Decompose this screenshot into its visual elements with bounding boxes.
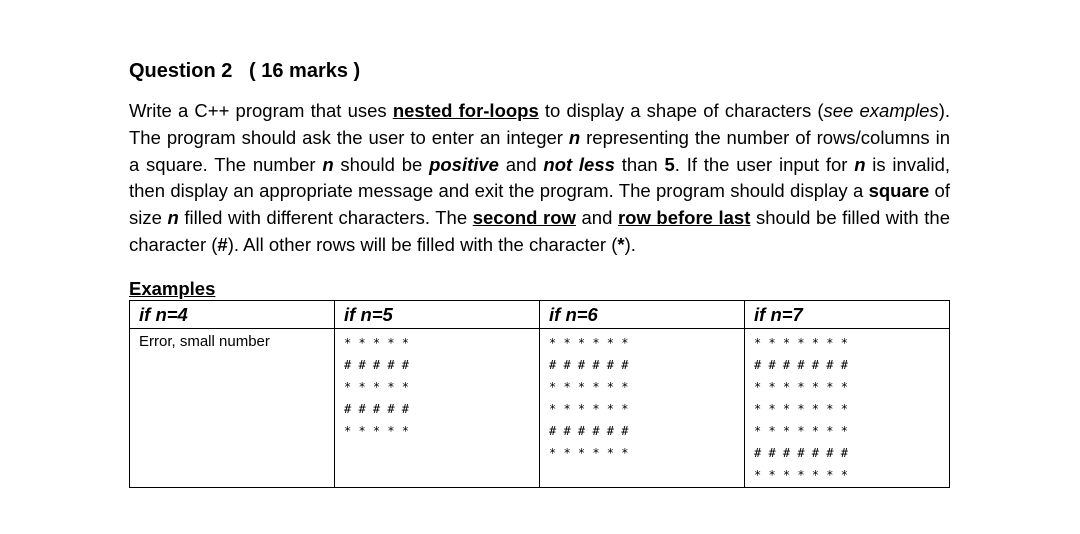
- text-run: ). All other rows will be filled with the character (: [227, 233, 618, 255]
- emphasis-text: square: [868, 180, 930, 202]
- emphasis-underlined: second row: [472, 207, 576, 229]
- emphasis-underlined: row before last: [617, 207, 751, 229]
- text-run: Write a C++ program that uses: [129, 100, 393, 121]
- hash-row: # # # # # #: [549, 423, 629, 438]
- text-run: than: [614, 153, 665, 175]
- emphasis-text: n: [854, 153, 866, 175]
- example-header-n4: if n=4: [130, 300, 335, 328]
- emphasis-text: positive: [429, 153, 499, 175]
- star-row: * * * * * *: [549, 445, 629, 460]
- star-row: * * * * *: [344, 335, 410, 350]
- emphasis-text: #: [217, 233, 228, 255]
- emphasis-text: see examples: [823, 100, 939, 121]
- star-row: * * * * *: [344, 423, 410, 438]
- example-cell-n4: [130, 328, 335, 487]
- hash-row: # # # # # #: [549, 357, 629, 372]
- emphasis-text: *: [617, 233, 625, 255]
- example-cell-n6: [540, 328, 745, 487]
- text-run: ). The program should ask the user to enter an integer: [129, 100, 950, 148]
- star-row: * * * * * * *: [754, 467, 848, 482]
- text-run: to display a shape of characters (: [538, 100, 824, 121]
- text-run: and: [498, 153, 544, 175]
- pattern-output: [754, 329, 949, 487]
- document-page: [129, 56, 950, 488]
- star-row: * * * * * * *: [754, 335, 848, 350]
- example-cell-n7: [745, 328, 950, 487]
- examples-heading: Examples: [129, 277, 216, 299]
- star-row: * * * * * * *: [754, 423, 848, 438]
- star-row: * * * * *: [344, 379, 410, 394]
- question-title: Question 2 ( 16 marks ): [129, 60, 361, 82]
- text-run: of size: [129, 180, 950, 229]
- star-row: * * * * * *: [549, 335, 629, 350]
- star-row: * * * * * *: [549, 401, 629, 416]
- star-row: * * * * * * *: [754, 379, 848, 394]
- error-message: Error, small number: [139, 332, 270, 350]
- star-row: * * * * * *: [549, 379, 629, 394]
- pattern-output: [344, 329, 539, 443]
- hash-row: # # # # # # #: [754, 357, 848, 372]
- example-header-n7: if n=7: [745, 300, 950, 328]
- examples-table: [129, 300, 950, 488]
- emphasis-text: n: [568, 126, 581, 148]
- text-run: should be: [333, 153, 430, 175]
- emphasis-text: n: [167, 207, 179, 229]
- emphasis-text: 5: [664, 153, 675, 175]
- hash-row: # # # # #: [344, 357, 410, 372]
- hash-row: # # # # # # #: [754, 445, 848, 460]
- example-header-n6: if n=6: [540, 300, 745, 328]
- examples-body-row: [130, 328, 950, 487]
- examples-header-row: [130, 300, 950, 328]
- emphasis-text: n: [322, 153, 334, 175]
- emphasis-underlined: nested for-loops: [392, 100, 539, 121]
- example-header-n5: if n=5: [335, 300, 540, 328]
- star-row: * * * * * * *: [754, 401, 848, 416]
- text-run: and: [575, 207, 618, 229]
- text-run: filled with different characters. The: [178, 207, 473, 229]
- example-cell-n5: [335, 328, 540, 487]
- pattern-output: [549, 329, 744, 465]
- question-text: [129, 98, 950, 259]
- text-run: . If the user input for: [674, 153, 855, 175]
- text-run: is invalid, then display an appropriate message and exit the program. The program should display a: [129, 153, 951, 202]
- emphasis-text: not less: [543, 153, 615, 175]
- text-run: ).: [624, 233, 636, 255]
- text-run: representing the number of rows/columns in a square. The number: [129, 126, 950, 175]
- hash-row: # # # # #: [344, 401, 410, 416]
- text-run: should be filled with the character (: [129, 207, 950, 255]
